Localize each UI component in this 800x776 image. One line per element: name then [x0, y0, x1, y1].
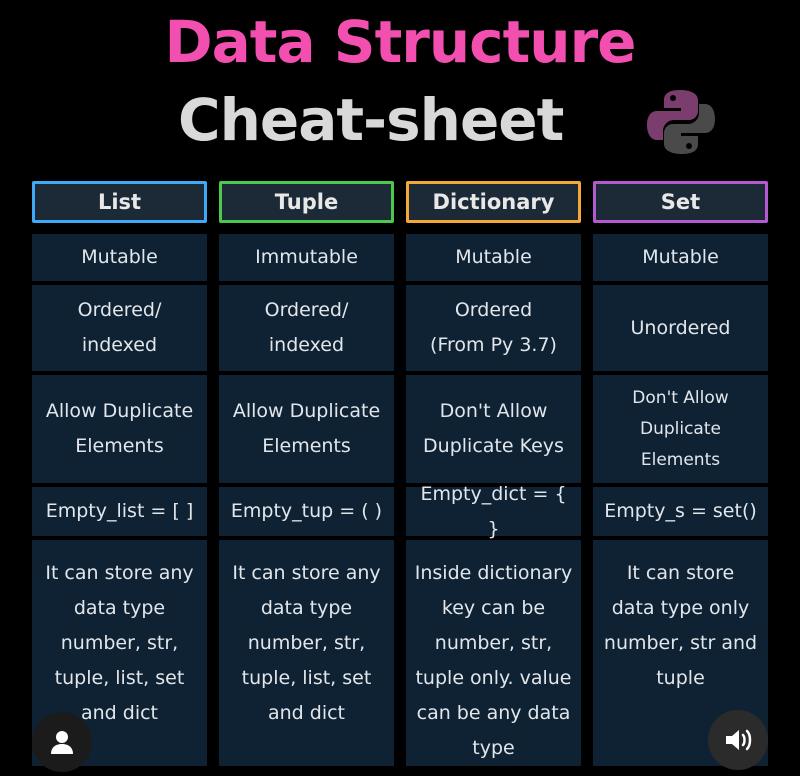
cell-text: Mutable — [455, 246, 532, 268]
table-cell — [593, 285, 768, 371]
sound-toggle-button[interactable] — [708, 710, 768, 770]
cell-text: Immutable — [255, 246, 358, 268]
page-title-line2: Cheat-sheet — [178, 86, 564, 154]
cell-text: Mutable — [642, 246, 719, 268]
table-cell — [219, 487, 394, 536]
table-cell — [32, 487, 207, 536]
table-cell — [406, 285, 581, 371]
user-avatar-button[interactable] — [32, 712, 92, 772]
cell-text: Empty_s = set() — [604, 500, 757, 522]
column-header-tuple: Tuple — [219, 181, 394, 223]
cell-text: Ordered/ indexed — [264, 299, 349, 356]
cell-text: Empty_list = [ ] — [45, 500, 194, 522]
cell-text: It can store data type only number, str and tuple — [603, 562, 758, 689]
column-header-set: Set — [593, 181, 768, 223]
user-icon — [49, 729, 75, 755]
table-cell — [406, 375, 581, 483]
cell-text: It can store any data type number, str, tuple, list, set and dict — [232, 562, 381, 724]
table-cell — [32, 234, 207, 281]
cell-text: Don't Allow Duplicate Keys — [423, 400, 564, 457]
column-header-list: List — [32, 181, 207, 223]
cell-text: Don't Allow Duplicate Elements — [632, 387, 729, 470]
cell-text: Allow Duplicate Elements — [45, 400, 194, 457]
table-cell — [219, 375, 394, 483]
table-cell — [32, 375, 207, 483]
table-cell — [593, 234, 768, 281]
table-cell — [593, 487, 768, 536]
table-cell — [593, 375, 768, 483]
table-cell — [32, 285, 207, 371]
cell-text: Empty_dict = { } — [420, 482, 567, 540]
table-cell — [219, 234, 394, 281]
table-cell — [406, 482, 581, 540]
cell-text: Empty_tup = ( ) — [230, 500, 383, 522]
cell-text: Inside dictionary key can be number, str, tuple only. value can be any data type — [414, 562, 573, 759]
table-cell — [406, 234, 581, 281]
speaker-icon — [723, 726, 753, 754]
cell-text: Mutable — [81, 246, 158, 268]
table-cell — [406, 540, 581, 766]
table-cell — [219, 540, 394, 766]
python-logo-icon — [645, 86, 717, 158]
page-title-line1: Data Structure — [164, 8, 636, 76]
table-cell — [219, 285, 394, 371]
cell-text: Ordered/ indexed — [77, 299, 162, 356]
cell-text: Allow Duplicate Elements — [232, 400, 381, 457]
cell-text: Unordered — [630, 316, 731, 339]
column-header-dictionary: Dictionary — [406, 181, 581, 223]
cell-text: Ordered (From Py 3.7) — [430, 299, 557, 356]
cell-text: It can store any data type number, str, tuple, list, set and dict — [45, 562, 194, 724]
